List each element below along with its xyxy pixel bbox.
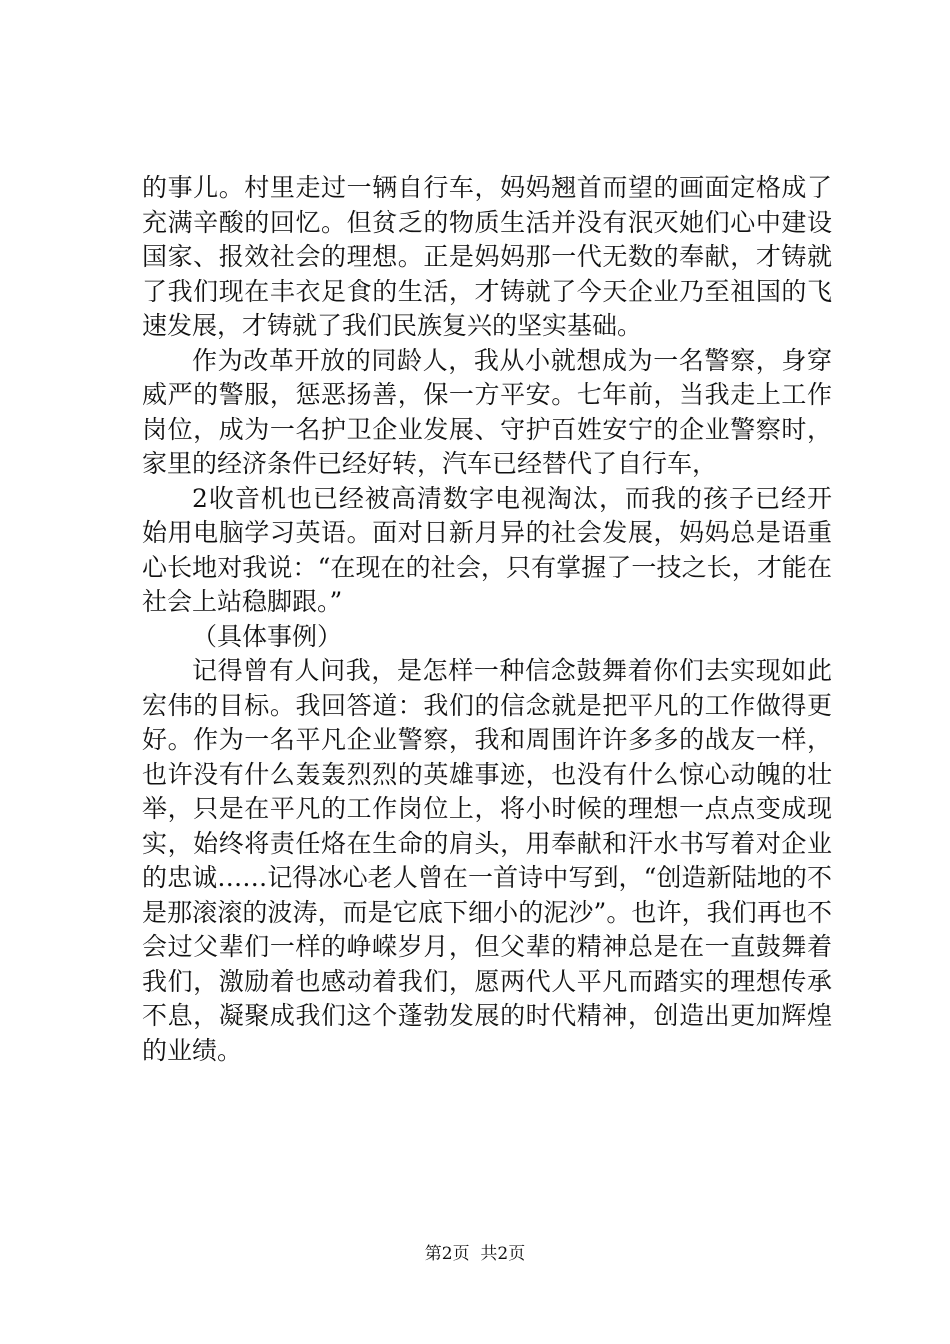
paragraph-1: 的事儿。村里走过一辆自行车，妈妈翘首而望的画面定格成了充满辛酸的回忆。但贫乏的物质生活并没有泯灭她们心中建设国家、报效社会的理想。正是妈妈那一代无数的奉献，才铸就了我们现在丰衣足食的生活，才铸就了今天企业乃至祖国的飞速发展，才铸就了我们民族复兴的坚实基础。 — [142, 173, 832, 340]
paragraph-4: （具体事例） — [192, 621, 343, 651]
paragraph-2: 作为改革开放的同龄人，我从小就想成为一名警察，身穿威严的警服，惩恶扬善，保一方平安。七年前，当我走上工作岗位，成为一名护卫企业发展、守护百姓安宁的企业警察时，家里的经济条件已经好转，汽车已经替代了自行车， — [142, 345, 832, 478]
paragraph-3: 2收音机也已经被高清数字电视淘汰，而我的孩子已经开始用电脑学习英语。面对日新月异的社会发展，妈妈总是语重心长地对我说：“在现在的社会，只有掌握了一技之长，才能在社会上站稳脚跟。” — [142, 483, 832, 616]
paragraph-5: 记得曾有人问我，是怎样一种信念鼓舞着你们去实现如此宏伟的目标。我回答道：我们的信念就是把平凡的工作做得更好。作为一名平凡企业警察，我和周围许许多多的战友一样，也许没有什么轰轰烈烈的英雄事迹，也没有什么惊心动魄的壮举，只是在平凡的工作岗位上，将小时候的理想一点点变成现实，始终将责任烙在生命的肩头，用奉献和汗水书写着对企业的忠诚……记得冰心老人曾在一首诗中写到，“创造新陆地的不是那滚滚的波涛，而是它底下细小的泥沙”。也许，我们再也不会过父辈们一样的峥嵘岁月，但父辈的精神总是在一直鼓舞着我们，激励着也感动着我们，愿两代人平凡而踏实的理想传承不息，凝聚成我们这个蓬勃发展的时代精神，创造出更加辉煌的业绩。 — [142, 656, 832, 1065]
page-number-label: 第2页 共2页 — [424, 1244, 526, 1264]
document-body — [142, 171, 832, 1068]
page-footer — [0, 1243, 950, 1265]
